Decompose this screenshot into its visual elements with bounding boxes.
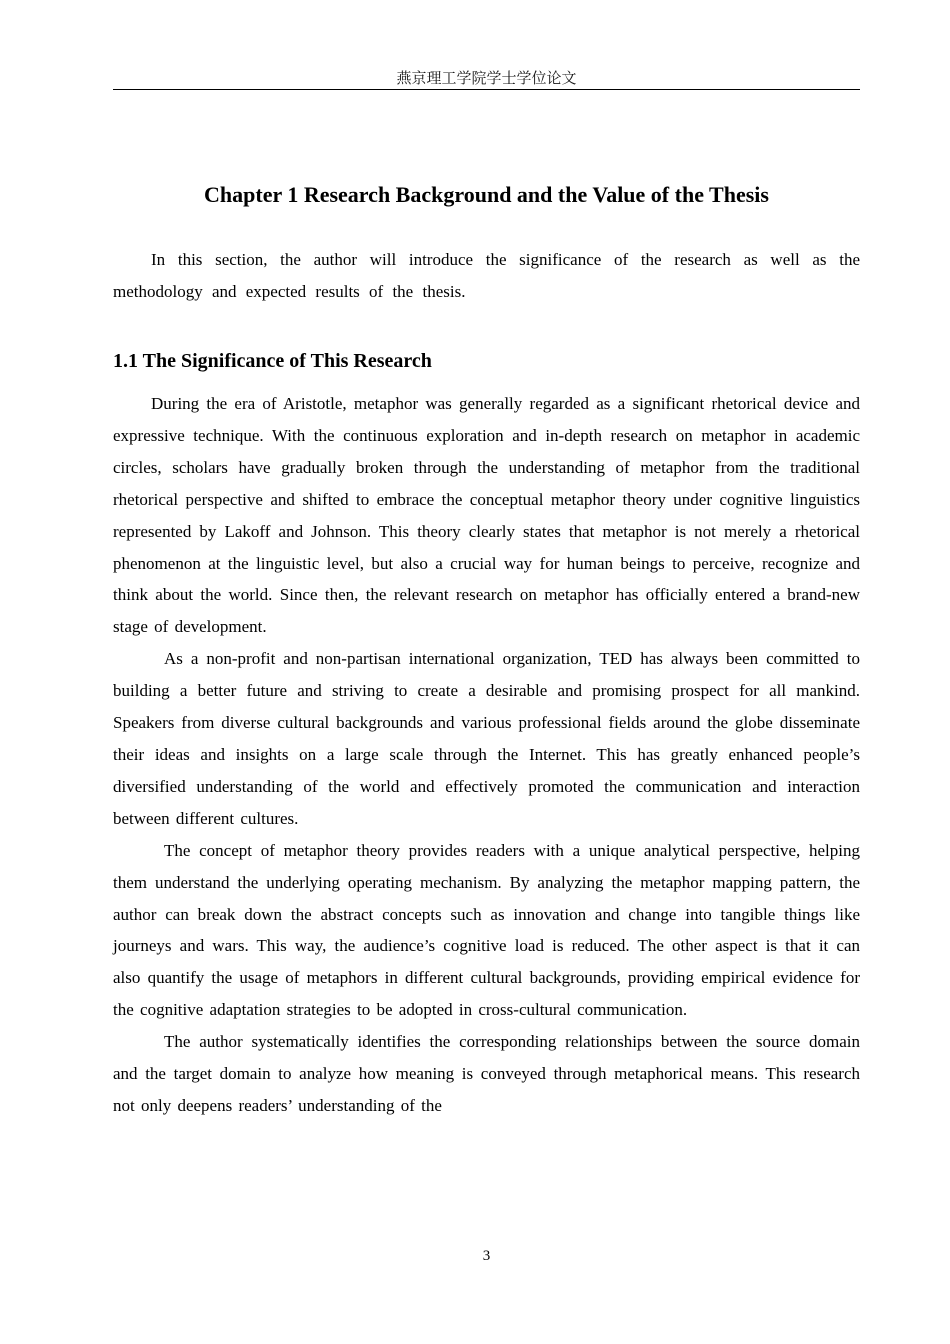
running-header: 燕京理工学院学士学位论文: [396, 69, 577, 87]
section-heading: 1.1 The Significance of This Research: [113, 350, 432, 372]
chapter-title: Chapter 1 Research Background and the Value of the Thesis: [204, 182, 769, 207]
header-rule: [113, 89, 860, 90]
body-paragraph-1: During the era of Aristotle, metaphor was generally regarded as a significant rhetorical device and expressive technique. With the continuous exploration and in-depth research on metaphor in academic circles, scholars have gradually broken through the understanding of metaphor from the traditional rhetorical perspective and shifted to embrace the conceptual metaphor theory under cognitive linguistics represented by Lakoff and Johnson. This theory clearly states that metaphor is not merely a rhetorical phenomenon at the linguistic level, but also a crucial way for human beings to perceive, recognize and think about the world. Since then, the relevant research on metaphor has officially entered a brand-new stage of development.: [113, 394, 860, 637]
intro-paragraph: In this section, the author will introduce the significance of the research as well as the methodology and expected results of the thesis.: [113, 250, 860, 301]
chapter-intro: [113, 244, 860, 308]
body-paragraph-2: As a non-profit and non-partisan international organization, TED has always been committed to building a better future and striving to create a desirable and promising prospect for all mankind. Speakers from diverse cultural backgrounds and various professional fields around the globe disseminate their ideas and insights on a large scale through the Internet. This has greatly enhanced people’s diversified understanding of the world and effectively promoted the communication and interaction between different cultures.: [113, 649, 860, 828]
body-paragraph-3: The concept of metaphor theory provides readers with a unique analytical perspective, helping them understand the underlying operating mechanism. By analyzing the metaphor mapping pattern, the author can break down the abstract concepts such as innovation and change into tangible things like journeys and wars. This way, the audience’s cognitive load is reduced. The other aspect is that it can also quantify the usage of metaphors in different cultural backgrounds, providing empirical evidence for the cognitive adaptation strategies to be adopted in cross-cultural communication.: [113, 840, 860, 1020]
body-paragraph-4: The author systematically identifies the corresponding relationships between the source domain and the target domain to analyze how meaning is conveyed through metaphorical means. This research not only deepens readers’ understanding of the: [113, 1032, 860, 1115]
section-body: [113, 388, 860, 1122]
page-number: 3: [482, 1248, 491, 1264]
